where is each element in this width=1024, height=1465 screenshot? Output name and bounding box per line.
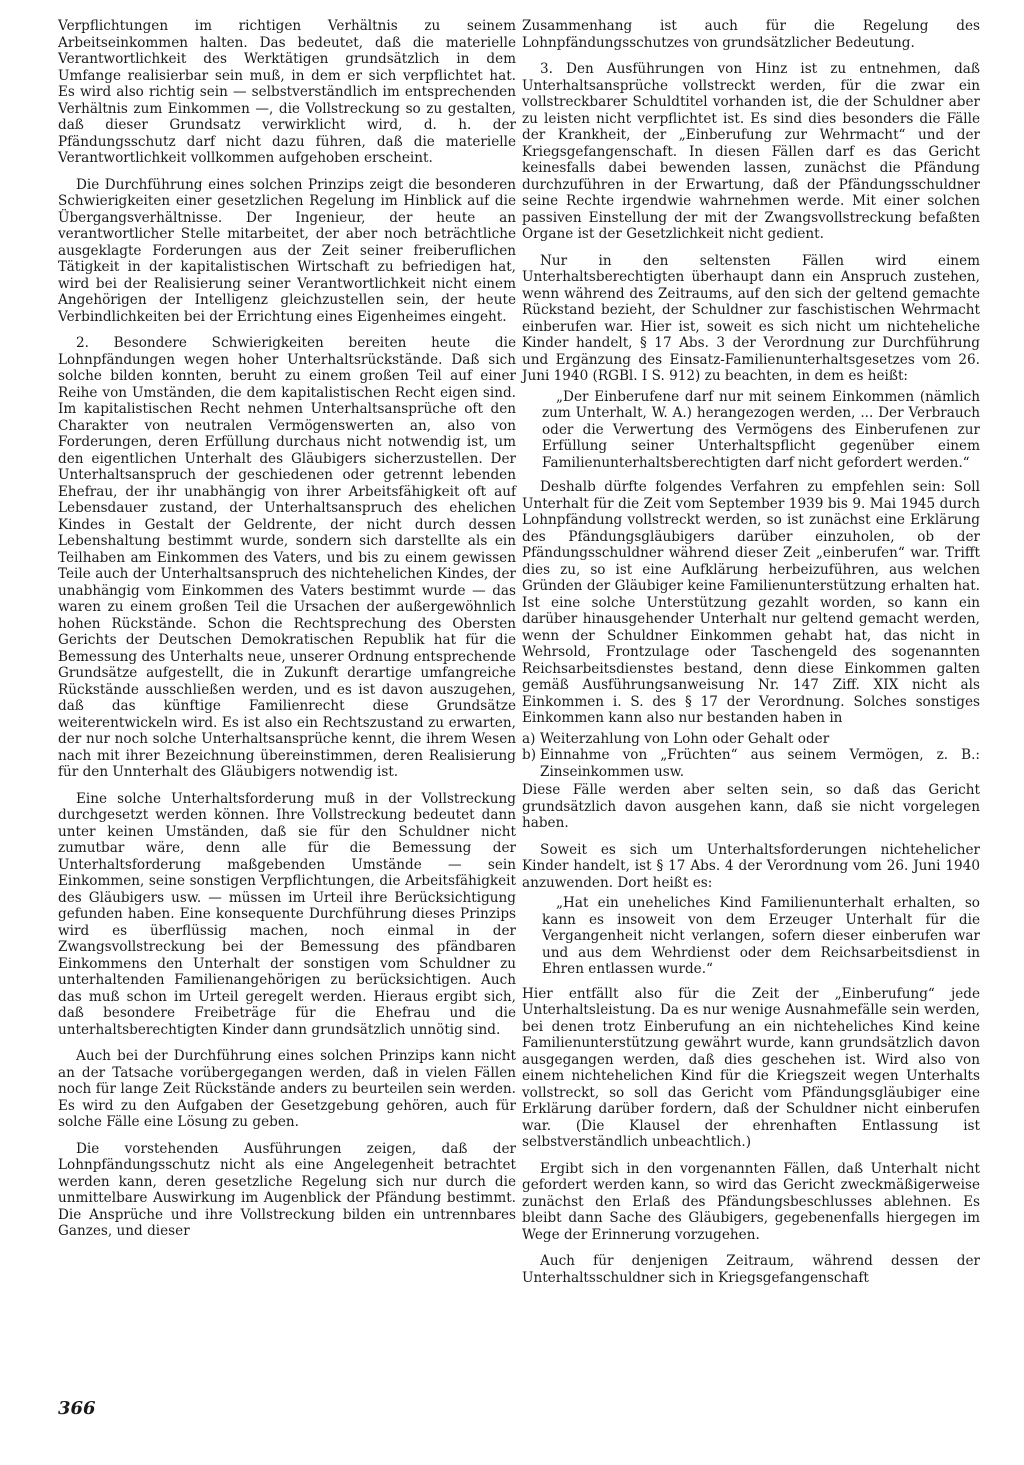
paragraph-auch-bei-durchfuehrung: Auch bei der Durchführung eines solchen Prinzips kann nicht an der Tatsache vorübergegangen werden, daß in vielen Fällen noch für lange Zeit Rückstände anders zu beurteilen sein werden. Es wird zu den Aufgaben der Gesetzgebung gehören, auch für solche Fälle eine Lösung zu geben. xyxy=(58,1048,516,1130)
paragraph-kriegsgefangenschaft: Auch für denjenigen Zeitraum, während dessen der Unterhaltsschuldner sich in Kriegsgefangenschaft xyxy=(522,1253,980,1286)
right-column xyxy=(522,18,980,1296)
list-item-text: Weiterzahlung von Lohn oder Gehalt oder xyxy=(540,730,830,747)
list-item xyxy=(522,747,980,780)
paragraph-2-unterhaltsrueckstaende: 2. Besondere Schwierigkeiten bereiten heute die Lohnpfändungen wegen hoher Unterhaltsrückstände. Daß sich solche bilden konnten, beruht zu einem großen Teil auf einer Reihe von Umständen, die dem kapitalistischen Recht eigen sind. Im kapitalistischen Recht nehmen Unterhaltsansprüche oft den Charakter von neutralen Vermögenswerten an, also von Forderungen, deren Erfüllung durchaus nicht notwendig ist, um den eigentlichen Unterhalt des Gläubigers sicherzustellen. Der Unterhaltsanspruch der geschiedenen oder getrennt lebenden Ehefrau, der ihr unabhängig von ihrer Arbeitsfähigkeit oft auf Lebensdauer zustand, der Unterhaltsanspruch des ehelichen Kindes in Gestalt der Geldrente, der nicht durch dessen Lebenshaltung bestimmt wurde, sondern sich darstellte als ein Teilhaben am Einkommen des Vaters, und bis zu einem gewissen Teile auch der Unterhaltsanspruch des nichtehelichen Kindes, der unabhängig vom Einkommen des Vaters bestimmt wurde — das waren zu einem großen Teil die Ursachen der außergewöhnlich hohen Rückstände. Schon die Rechtsprechung des Obersten Gerichts der Deutschen Demokratischen Republik hat für die Bemessung des Unterhalts neue, unserer Ordnung entsprechende Grundsätze aufgestellt, die in Zukunft derartige umfangreiche Rückstände ausschließen werden, und es ist davon auszugehen, daß das künftige Familienrecht diese Grundsätze weiterentwickeln wird. Es ist also ein Rechtszustand zu erwarten, der nur noch solche Unterhaltsansprüche kennt, die ihrem Wesen nach mit ihrer Bezeichnung übereinstimmen, deren Realisierung für den Unnterhalt des Gläubigers notwendig ist. xyxy=(58,335,516,780)
page-number: 366 xyxy=(58,1398,96,1419)
list-item xyxy=(522,731,980,748)
paragraph-ergibt-sich: Ergibt sich in den vorgenannten Fällen, daß Unterhalt nicht gefordert werden kann, so wird das Gericht zweckmäßigerweise zunächst den Erlaß des Pfändungsbeschlusses ablehnen. Es bleibt dann Sache des Gläubigers, gegebenenfalls hiergegen im Wege der Erinnerung vorzugehen. xyxy=(522,1160,980,1243)
left-column xyxy=(58,18,516,1250)
paragraph-nichteheliche-kinder: Soweit es sich um Unterhaltsforderungen nichtehelicher Kinder handelt, ist § 17 Abs. 4 der Verordnung vom 26. Juni 1940 anzuwenden. Dort heißt es: xyxy=(522,841,980,891)
list-item-label: a) xyxy=(522,730,536,747)
paragraph-verpflichtungen: Verpflichtungen im richtigen Verhältnis zu seinem Arbeitseinkommen halten. Das bedeutet, daß die materielle Verantwortlichkeit des Werktätigen grundsätzlich in dem Umfange realisierbar sein muß, in dem er sich verpflichtet hat. Es wird also richtig sein — selbstverständlich im entsprechenden Verhältnis zum Einkommen —, die Vollstreckung so zu gestalten, daß dieser Grundsatz verwirklicht wird, d. h. der Pfändungsschutz darf nicht dazu führen, daß die materielle Verantwortlichkeit vollkommen aufgehoben erscheint. xyxy=(58,18,516,166)
paragraph-einberufung: Hier entfällt also für die Zeit der „Einberufung“ jede Unterhaltsleistung. Da es nur wenige Ausnahmefälle sein werden, bei denen trotz Einberufung an ein nichteheliches Kind keine Familienunterstützung gewährt wurde, kann grundsätzlich davon ausgegangen werden, daß dies geschehen ist. Wird also von einem nichtehelichen Kind für die Kriegszeit wegen Unterhalts vollstreckt, so soll das Gericht vom Pfändungsgläubiger eine Erklärung darüber fordern, daß der Schuldner nicht einberufen war. (Die Klausel der ehrenhaften Entlassung ist selbstverständlich unbeachtlich.) xyxy=(522,985,980,1150)
paragraph-durchfuehrung-prinzip: Die Durchführung eines solchen Prinzips zeigt die besonderen Schwierigkeiten einer gesetzlichen Regelung im Hinblick auf die Übergangsverhältnisse. Der Ingenieur, der heute an verantwortlicher Stelle mitarbeitet, der aber noch beträchtliche ausgeklagte Forderungen aus der Zeit seiner freiberuflichen Tätigkeit in der kapitalistischen Wirtschaft zu befriedigen hat, wird bei der Realisierung seiner Verantwortlichkeit nicht einem Angehörigen der Intelligenz gleichzustellen sein, der heute Verbindlichkeiten bei der Errichtung eines Eigenheimes eingeht. xyxy=(58,176,516,325)
paragraph-vorstehende-ausfuehrungen: Die vorstehenden Ausführungen zeigen, daß der Lohnpfändungsschutz nicht als eine Angelegenheit betrachtet werden kann, deren gesetzliche Regelung sich nur durch die unmittelbare Auswirkung im Augenblick der Pfändung bestimmt. Die Ansprüche und ihre Vollstreckung bilden ein untrennbares Ganzes, und dieser xyxy=(58,1140,516,1239)
quote-verordnung-abs3: „Der Einberufene darf nur mit seinem Einkommen (nämlich zum Unterhalt, W. A.) herangezogen werden, ... Der Verbrauch oder die Verwertung des Vermögens des Einberufenen zur Erfüllung seiner Unterhaltspflicht gegenüber einem Familienunterhaltsberechtigten darf nicht gefordert werden.“ xyxy=(542,388,980,471)
quote-verordnung-abs4: „Hat ein uneheliches Kind Familienunterhalt erhalten, so kann es insoweit von dem Erzeuger Unterhalt für die Vergangenheit nicht verlangen, sofern dieser einberufen war und aus dem Wehrdienst oder dem Reichsarbeitsdienst in Ehren entlassen wurde.“ xyxy=(542,895,980,977)
paragraph-zusammenhang: Zusammenhang ist auch für die Regelung des Lohnpfändungsschutzes von grundsätzlicher Bedeutung. xyxy=(522,18,980,51)
paragraph-faelle-selten: Diese Fälle werden aber selten sein, so daß das Gericht grundsätzlich davon ausgehen kann, daß sie nicht vorgelegen haben. xyxy=(522,782,980,831)
paragraph-3-hinz: 3. Den Ausführungen von Hinz ist zu entnehmen, daß Unterhaltsansprüche vollstreckt werden, für die zwar ein vollstreckbarer Schuldtitel vorhanden ist, die der Schuldner aber zu leisten nicht verpflichtet ist. Es sind dies besonders die Fälle der Krankheit, der „Einberufung zur Wehrmacht“ und der Kriegsgefangenschaft. In diesen Fällen darf es das Gericht keinesfalls dabei bewenden lassen, zunächst die Pfändung durchzuführen in der Erwartung, daß der Pfändungsschuldner seine Rechte irgendwie wahrnehmen werde. Mit einer solchen passiven Einstellung der mit der Zwangsvollstreckung befaßten Organe ist der Gesetzlichkeit nicht gedient. xyxy=(522,61,980,242)
paragraph-unterhaltsforderung: Eine solche Unterhaltsforderung muß in der Vollstreckung durchgesetzt werden können. Ihre Vollstreckung bedeutet dann unter keinen Umständen, daß sie für den Schuldner nicht zumutbar wäre, denn alle für die Bemessung der Unterhaltsforderung maßgebenden Umstände — sein Einkommen, seine sonstigen Verpflichtungen, die Arbeitsfähigkeit des Gläubigers usw. — müssen im Urteil ihre Berücksichtigung gefunden haben. Eine konsequente Durchführung dieses Prinzips wird es überflüssig machen, noch einmal in der Zwangsvollstreckung bei der Bemessung des pfändbaren Einkommens den Unterhalt der sonstigen vom Schuldner zu unterhaltenden Familienangehörigen zu berücksichtigen. Auch das muß schon im Urteil geregelt werden. Hieraus ergibt sich, daß besondere Freibeträge für die Ehefrau und die unterhaltsberechtigten Kinder dann grundsätzlich unnötig sind. xyxy=(58,790,516,1038)
income-list xyxy=(522,731,980,781)
paragraph-verfahren: Deshalb dürfte folgendes Verfahren zu empfehlen sein: Soll Unterhalt für die Zeit vom September 1939 bis 9. Mai 1945 durch Lohnpfändung vollstreckt werden, so ist zunächst eine Erklärung des Pfändungsgläubigers darüber einzuholen, ob der Pfändungsschuldner während dieser Zeit „einberufen“ war. Trifft dies zu, so ist eine Aufklärung herbeizuführen, aus welchen Gründen der Gläubiger keine Familienunterstützung erhalten hat. Ist eine solche Unterstützung gezahlt worden, so kann ein darüber hinausgehender Unterhalt nur geltend gemacht werden, wenn der Schuldner Einkommen gehabt hat, das nicht in Wehrsold, Frontzulage oder Taschengeld des sogenannten Reichsarbeitsdienstes bestand, denn diese Einkommen galten gemäß Ausführungsanweisung Nr. 147 Ziff. XIX nicht als Einkommen i. S. des § 17 der Verordnung. Solches sonstiges Einkommen kann also nur bestanden haben in xyxy=(522,479,980,726)
list-item-label: b) xyxy=(522,747,537,763)
paragraph-seltensten-faelle: Nur in den seltensten Fällen wird einem Unterhaltsberechtigten überhaupt dann ein Anspruch zustehen, wenn während des Zeitraums, auf den sich der geltend gemachte Rückstand bezieht, der Schuldner zur faschistischen Wehrmacht einberufen war. Hier ist, soweit es sich nicht um nichteheliche Kinder handelt, § 17 Abs. 3 der Verordnung zur Durchführung und Ergänzung des Einsatz-Familienunterhaltsgesetzes vom 26. Juni 1940 (RGBl. I S. 912) zu beachten, in dem es heißt: xyxy=(522,252,980,384)
list-item-text: Einnahme von „Früchten“ aus seinem Vermögen, z. B.: Zinseinkommen usw. xyxy=(540,747,980,780)
